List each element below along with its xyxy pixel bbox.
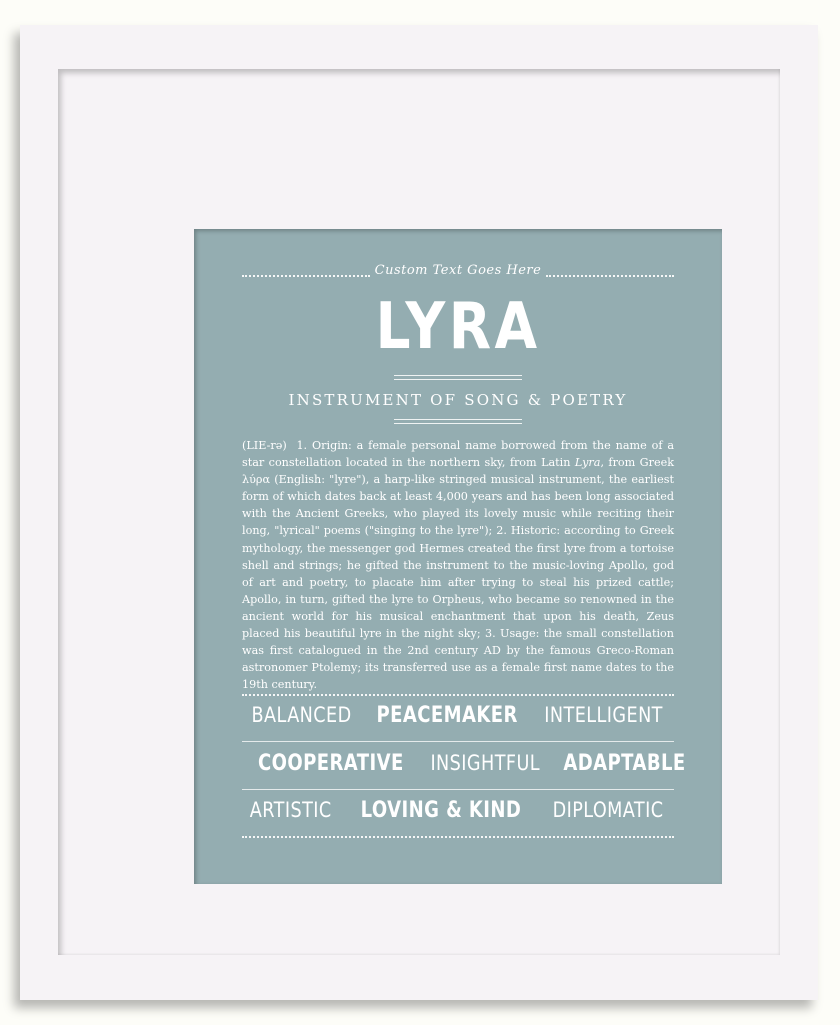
traits-row-1	[242, 703, 674, 728]
traits-divider-top	[242, 694, 674, 696]
picture-frame	[20, 25, 818, 1000]
trait: INTELLIGENT	[544, 703, 664, 727]
trait-bold: LOVING & KIND	[360, 798, 522, 823]
pronunciation: (LIE-rə)	[242, 439, 287, 452]
name-title: LYRA	[375, 290, 541, 364]
meaning-rule-bottom	[394, 419, 522, 420]
traits-divider-2	[242, 789, 674, 790]
name-definition	[242, 437, 674, 693]
trait-bold: ADAPTABLE	[563, 751, 686, 776]
definition-text-2: , from Greek λύρα (English: "lyre"), a harp-like stringed musical instrument, the earliest form of which dates back at least 4,000 years and has been long associated with the Ancient Greeks, who played its lovely music while reciting their long, "lyrical" poems ("singing to the lyre"); 2. Historic: according to Greek mythology, the messenger god Hermes created the first lyre from a tortoise shell and strings; he gifted the instrument to the music-loving Apollo, god of art and poetry, to placate him after trying to steal his prized cattle; Apollo, in turn, gifted the lyre to Orpheus, who became so renowned in the ancient world for his musical enchantment that upon his death, Zeus placed his beautiful lyre in the night sky; 3. Usage: the small constellation was first catalogued in the 2nd century AD by the famous Greco-Roman astronomer Ptolemy; its transferred use as a female first name dates to the 19th century.	[242, 456, 674, 692]
traits-row-3	[242, 798, 674, 823]
traits-row-2	[242, 751, 686, 776]
title-rule-top	[394, 375, 522, 376]
name-meaning: INSTRUMENT OF SONG & POETRY	[288, 391, 628, 409]
traits-divider-1	[242, 741, 674, 742]
custom-text-row	[242, 263, 674, 285]
frame-mat	[58, 69, 780, 955]
definition-text-1: 1. Origin: a female personal name borrowed from the name of a star constellation located in the northern sky, from Latin	[242, 439, 674, 470]
trait: DIPLOMATIC	[552, 798, 664, 822]
traits-divider-bottom	[242, 836, 674, 838]
trait: INSIGHTFUL	[430, 751, 540, 775]
trait-bold: PEACEMAKER	[376, 703, 518, 728]
definition-latin: Lyra	[574, 456, 601, 470]
trait-bold: COOPERATIVE	[257, 751, 404, 776]
trait: BALANCED	[251, 703, 352, 727]
meaning-rule-bottom-2	[394, 423, 522, 424]
trait: ARTISTIC	[249, 798, 332, 822]
title-rule-top-2	[394, 379, 522, 380]
custom-text: Custom Text Goes Here	[374, 263, 542, 278]
dotted-divider-right	[546, 275, 674, 277]
name-print	[194, 229, 722, 884]
